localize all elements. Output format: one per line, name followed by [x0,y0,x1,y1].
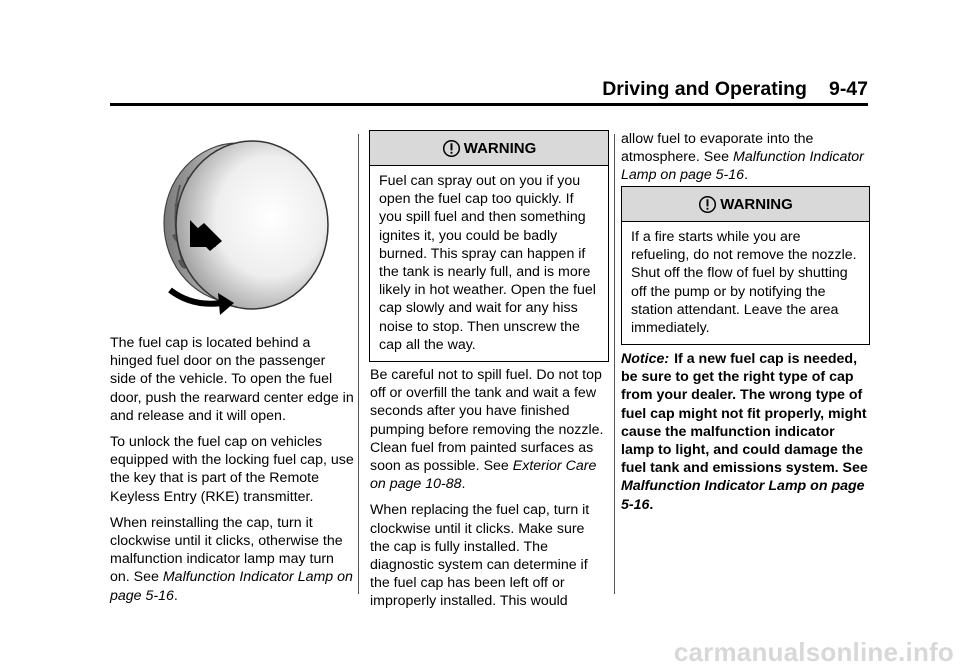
warning-header [370,131,608,166]
cross-reference-link[interactable]: Exterior Care on page 10-88 [370,458,597,493]
warning-icon [698,195,717,214]
column-divider [358,134,359,594]
warning-title: WARNING [720,195,793,213]
watermark: carmanualsonline.info [673,637,954,667]
column-divider [614,134,615,594]
paragraph: The fuel cap is located behind a hinged fuel door on the passenger side of the vehicle. To open the fuel door, push the rearward center edge in and release and it will open. [110,335,354,424]
paragraph: When replacing the fuel cap, turn it clockwise until it clicks. Make sure the cap is fully installed. The diagnostic system can determine if the fuel cap has been left off or improperly installed. This would [370,502,590,610]
notice-paragraph: Notice: If a new fuel cap is needed, be sure to get the right type of cap from your dealer. The wrong type of fuel cap might not fit properly, might cause the malfunction indicator lamp to light, and could damage the fuel tank and emissions system. See Malfunction Indicator Lamp on page 5-16. [621,351,868,513]
warning-header [622,187,869,222]
column-3 [621,130,869,193]
section-title: Driving and Operating [602,78,807,100]
cross-reference-link[interactable]: Malfunction Indicator Lamp on page 5-16 [621,149,864,184]
header-rule [110,103,868,106]
column-1 [110,334,355,613]
paragraph: To unlock the fuel cap on vehicles equipped with the locking fuel cap, use the key that is part of the Remote Keyless Entry (RKE) transmitter. [110,434,354,505]
warning-title: WARNING [463,139,537,157]
warning-text: If a fire starts while you are refueling, do not remove the nozzle. Shut off the flow of fuel by shutting off the pump or by notifying the station attendant. Leave the area immediately. [631,229,857,337]
paragraph: When reinstalling the cap, turn it clockwise until it clicks, otherwise the malfunction indicator lamp may turn on. See Malfunction Indicator Lamp on page 5-16. [110,514,353,604]
warning-box [369,130,609,362]
notice-label: Notice: [621,351,670,367]
paragraph: allow fuel to evaporate into the atmosphere. See Malfunction Indicator Lamp on page 5-16. [621,131,864,184]
page-header [0,78,868,101]
column-2 [370,366,608,619]
warning-text: Fuel can spray out on you if you open the fuel cap too quickly. If you spill fuel and then something ignites it, you could be badly burned. This spray can happen if the tank is nearly full, and is more likely in hot weather. Open the fuel cap slowly and wait for any hiss noise to stop. Then unscrew the cap all the way. [379,173,596,353]
column-3-lower [621,350,869,522]
fuel-cap-illustration [140,125,340,325]
page-number: 9-47 [828,78,868,100]
paragraph: Be careful not to spill fuel. Do not top off or overfill the tank and wait a few seconds after you have finished pumping before removing the nozzle. Clean fuel from painted surfaces as soon as possible. See Exterior Care on page 10-88. [370,367,604,493]
warning-box [621,186,870,345]
warning-icon [442,139,461,158]
cross-reference-link[interactable]: Malfunction Indicator Lamp on page 5-16 [110,569,353,604]
cross-reference-link[interactable]: Malfunction Indicator Lamp on page 5-16 [621,478,865,513]
